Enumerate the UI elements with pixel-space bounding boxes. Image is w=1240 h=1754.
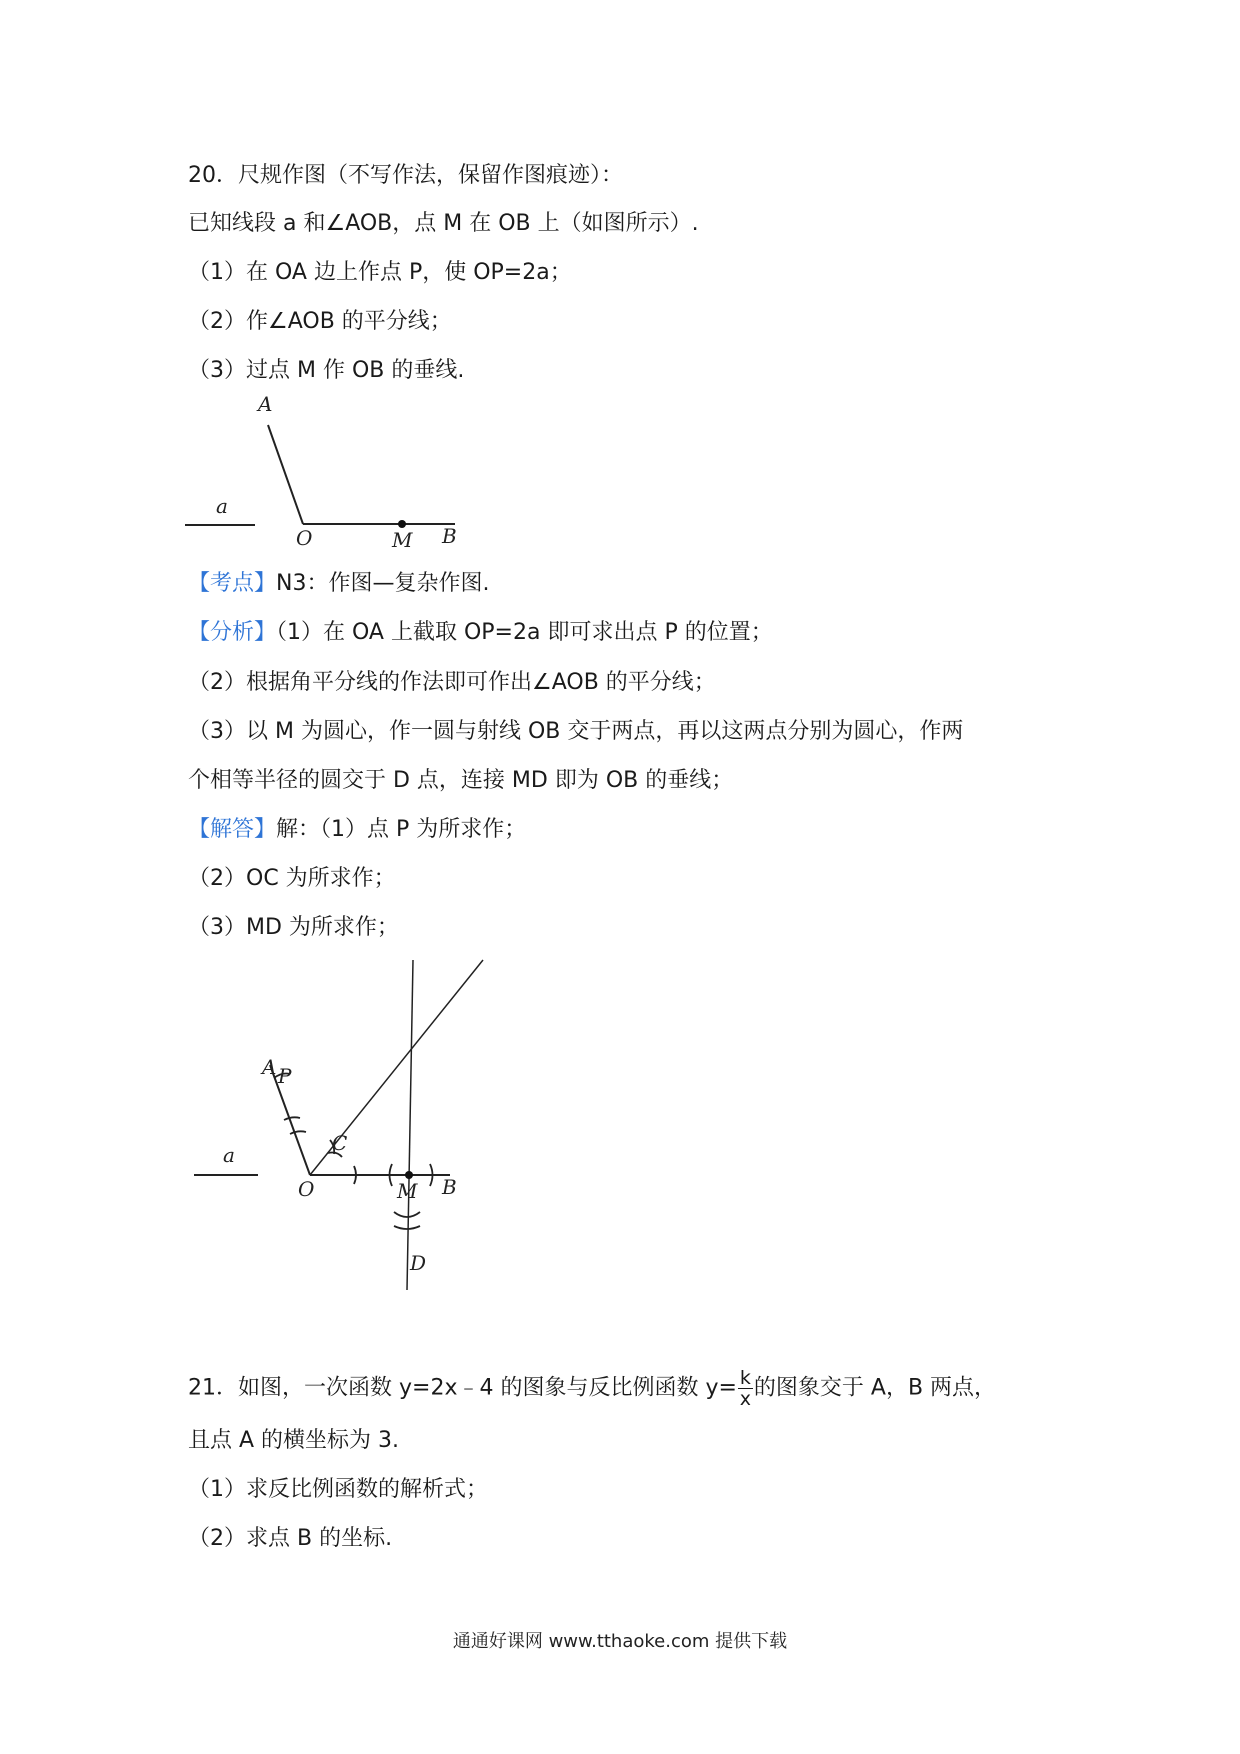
q21-line-1-a: 21．如图，一次函数 y=2x﹣4 的图象与反比例函数 y= (188, 1375, 737, 1401)
fig1-label-B: B (442, 524, 457, 548)
q21-fraction-num: k (739, 1367, 751, 1389)
fig2-label-A: A (262, 1055, 277, 1079)
figure-2-construction (180, 950, 500, 1295)
q21-fraction (738, 1368, 753, 1409)
q20-item-1: （1）在 OA 边上作点 P，使 OP=2a； (188, 260, 572, 285)
fig2-label-M: M (397, 1179, 418, 1203)
q21-line-1 (188, 1368, 996, 1409)
jieda-line-3: （3）MD 为所求作； (188, 915, 399, 940)
fig1-label-O: O (296, 526, 313, 550)
jieda-line-1 (188, 815, 526, 845)
kaodian-tag: 【考点】 (188, 571, 277, 596)
fig2-label-D: D (410, 1251, 427, 1275)
fig2-label-a: a (223, 1143, 235, 1167)
fig2-label-B: B (442, 1175, 457, 1199)
q21-line-2: 且点 A 的横坐标为 3. (188, 1428, 400, 1453)
fenxi-line-3: （3）以 M 为圆心，作一圆与射线 OB 交于两点，再以这两点分别为圆心，作两 (188, 719, 964, 744)
fig2-label-P: P (278, 1064, 292, 1088)
kaodian-text: N3：作图—复杂作图. (276, 571, 490, 596)
q20-item-3: （3）过点 M 作 OB 的垂线. (188, 358, 465, 383)
fig2-label-C: C (332, 1131, 348, 1155)
jieda-tag: 【解答】 (188, 817, 277, 842)
jieda-text-1: 解：（1）点 P 为所求作； (276, 817, 527, 842)
fenxi-tag: 【分析】 (188, 620, 277, 645)
q21-item-1: （1）求反比例函数的解析式； (188, 1477, 488, 1502)
jieda-line-2: （2）OC 为所求作； (188, 866, 396, 891)
q20-title: 20．尺规作图（不写作法，保留作图痕迹）： (188, 163, 623, 188)
fig1-label-A: A (258, 395, 273, 416)
q21-item-2: （2）求点 B 的坐标. (188, 1526, 393, 1551)
page-footer: 通通好课网 www.tthaoke.com 提供下载 (452, 1631, 788, 1652)
fenxi-line-4: 个相等半径的圆交于 D 点，连接 MD 即为 OB 的垂线； (188, 768, 734, 793)
fenxi-text-1: （1）在 OA 上截取 OP=2a 即可求出点 P 的位置； (276, 620, 773, 645)
kaodian-line (188, 569, 489, 599)
figure-1-angle-aob (180, 395, 480, 555)
fig2-label-O: O (298, 1177, 315, 1201)
q21-line-1-b: 的图象交于 A，B 两点， (753, 1375, 997, 1401)
q20-given: 已知线段 a 和∠AOB，点 M 在 OB 上（如图所示）. (188, 211, 699, 236)
fig1-label-a: a (216, 494, 228, 518)
fig1-label-M: M (392, 528, 413, 552)
fenxi-line-2: （2）根据角平分线的作法即可作出∠AOB 的平分线； (188, 670, 716, 695)
q20-item-2: （2）作∠AOB 的平分线； (188, 309, 452, 334)
fenxi-line-1 (188, 618, 773, 648)
q21-fraction-den: x (739, 1388, 752, 1410)
